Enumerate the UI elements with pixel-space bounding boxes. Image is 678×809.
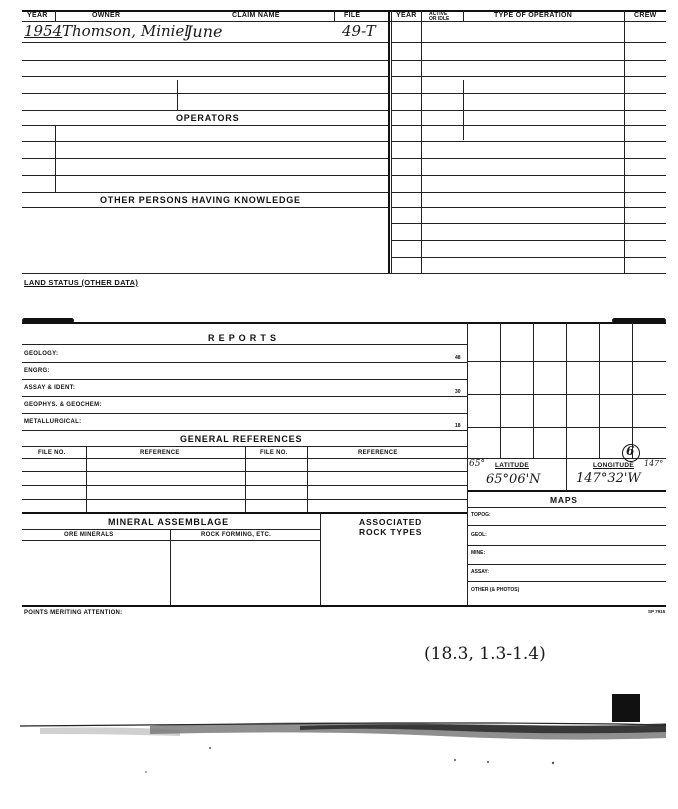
form-code: SP 7915	[648, 609, 666, 614]
col-line	[421, 21, 422, 273]
reports-top-border	[22, 322, 666, 324]
latitude-label: LATITUDE	[495, 462, 530, 469]
grid-line	[632, 322, 633, 458]
row-line	[22, 158, 388, 159]
col-line	[320, 512, 321, 605]
row-line	[22, 93, 388, 94]
operators-title: OPERATORS	[176, 113, 240, 123]
associated-label: ASSOCIATED	[359, 517, 423, 527]
row-line	[467, 525, 666, 526]
header-file: FILE	[344, 12, 361, 19]
col-line	[245, 446, 246, 512]
ref-header-reference-2: REFERENCE	[358, 450, 398, 456]
header-or-idle: OR IDLE	[429, 16, 450, 22]
row-line	[22, 207, 388, 208]
grid-line	[467, 361, 666, 362]
row-line	[467, 545, 666, 546]
ref-header-file-no-1: FILE NO.	[38, 450, 66, 456]
handwritten-note: (18.3, 1.3-1.4)	[424, 644, 546, 664]
scan-dots	[145, 747, 554, 773]
col-line	[55, 125, 56, 192]
rock-types-label: ROCK TYPES	[359, 527, 423, 537]
row-line	[22, 344, 467, 345]
top-table-bottom	[22, 273, 666, 274]
header-crew: CREW	[634, 12, 657, 19]
grid-line	[467, 427, 666, 428]
row-line	[22, 141, 388, 142]
ref-header-reference-1: REFERENCE	[140, 450, 180, 456]
col-line	[624, 21, 625, 273]
row-line	[22, 125, 388, 126]
ore-minerals-header: ORE MINERALS	[64, 532, 114, 538]
scan-noise-block	[612, 694, 640, 722]
entry-owner: Thomson, Miniel	[62, 22, 190, 40]
row-line	[467, 507, 666, 508]
ref-header-file-no-2: FILE NO.	[260, 450, 288, 456]
row-line	[22, 362, 467, 363]
scan-dot	[552, 762, 554, 764]
latitude-value: 65°06'N	[486, 472, 541, 487]
hdr-sep	[55, 10, 56, 21]
longitude-value: 147°32'W	[576, 471, 641, 486]
row-line	[22, 540, 320, 541]
row-line	[22, 76, 388, 77]
grid-line	[500, 322, 501, 458]
col-line	[170, 529, 171, 605]
header-year: YEAR	[27, 12, 48, 19]
grid-line	[467, 394, 666, 395]
entry-claim-name: June	[186, 22, 223, 41]
report-metallurgical-num: 18	[455, 423, 461, 429]
other-persons-title: OTHER PERSONS HAVING KNOWLEDGE	[100, 195, 301, 205]
maps-topog: TOPOG:	[471, 512, 491, 518]
hdr-sep	[421, 10, 422, 21]
scan-dot	[209, 747, 211, 749]
scan-dot	[145, 771, 147, 773]
header-claim-name: CLAIM NAME	[232, 12, 280, 19]
center-divider-inner	[391, 10, 392, 274]
lat-long-divider	[566, 458, 567, 490]
row-line	[22, 192, 388, 193]
report-geology-num: 48	[455, 355, 461, 361]
hdr-sep	[334, 10, 335, 21]
row-line	[22, 529, 320, 530]
section-bottom-border	[22, 605, 666, 607]
land-status-label: LAND STATUS (OTHER DATA)	[24, 278, 139, 287]
col-line	[307, 446, 308, 512]
maps-assay: ASSAY:	[471, 569, 490, 575]
row-line	[22, 396, 467, 397]
row-line	[22, 512, 467, 514]
report-assay-num: 30	[455, 389, 461, 395]
rock-forming-header: ROCK FORMING, ETC.	[201, 532, 272, 538]
report-geophys-label: GEOPHYS. & GEOCHEM:	[24, 402, 102, 408]
entry-file: 49-T	[342, 22, 376, 40]
hdr-sep	[624, 10, 625, 21]
col-line	[463, 80, 464, 140]
row-line	[22, 175, 388, 176]
mineral-assemblage-title: MINERAL ASSEMBLAGE	[108, 517, 229, 527]
longitude-label: LONGITUDE	[593, 462, 634, 469]
row-line	[22, 42, 388, 43]
report-engrg-label: ENGRG:	[24, 368, 50, 374]
col-line	[177, 80, 178, 110]
reports-right-divider	[467, 322, 468, 605]
circled-number: 6	[626, 444, 635, 458]
points-meriting-attention-label: POINTS MERITING ATTENTION:	[24, 610, 123, 616]
reports-title: R E P O R T S	[208, 333, 277, 343]
scan-noise-strip	[0, 690, 678, 780]
maps-other: OTHER (& PHOTOS)	[471, 587, 520, 593]
header-owner: OWNER	[92, 12, 121, 19]
scan-dot	[454, 759, 456, 761]
row-line	[22, 60, 388, 61]
maps-mine: MINE:	[471, 550, 486, 556]
hdr-sep	[463, 10, 464, 21]
entry-year: 1954	[24, 22, 63, 40]
header-active: ACTIVE	[429, 11, 448, 17]
grid-line	[533, 322, 534, 458]
row-line	[467, 564, 666, 565]
row-line	[22, 430, 467, 431]
row-line	[22, 379, 467, 380]
row-line	[22, 413, 467, 414]
row-line	[467, 581, 666, 582]
grid-line	[599, 322, 600, 458]
center-divider	[388, 10, 390, 274]
grid-line	[566, 322, 567, 458]
maps-top-border	[467, 490, 666, 492]
header-type-of-operation: TYPE OF OPERATION	[494, 12, 573, 19]
report-metallurgical-label: METALLURGICAL:	[24, 419, 82, 425]
general-references-title: GENERAL REFERENCES	[180, 434, 303, 444]
report-geology-label: GEOLOGY:	[24, 351, 59, 357]
maps-title: MAPS	[550, 495, 578, 505]
row-line	[22, 110, 388, 111]
longitude-note: 147°	[644, 459, 664, 468]
report-assay-label: ASSAY & IDENT:	[24, 385, 76, 391]
maps-geol: GEOL:	[471, 532, 487, 538]
degree-prefix: 65°	[469, 459, 485, 469]
header-year-2: YEAR	[396, 12, 417, 19]
col-line	[86, 446, 87, 512]
scan-dot	[487, 761, 489, 763]
